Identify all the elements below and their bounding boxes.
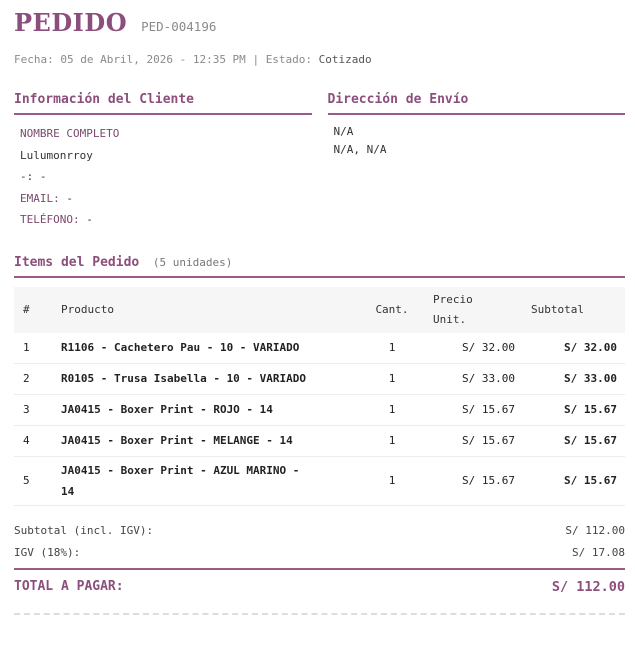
client-doc-label: -:: [20, 170, 34, 183]
col-header-price-line2: Unit.: [433, 312, 467, 326]
row-product: R1106 - Cachetero Pau - 10 - VARIADO: [61, 333, 361, 364]
row-qty: 1: [361, 333, 423, 364]
row-qty: 1: [361, 425, 423, 456]
row-subtotal: S/ 15.67: [531, 394, 625, 425]
client-name-value: Lulumonrroy: [20, 148, 93, 162]
shipping-line-2: N/A, N/A: [333, 143, 387, 156]
items-table: [14, 287, 625, 506]
row-num: 1: [14, 333, 61, 364]
row-qty: 1: [361, 363, 423, 394]
subtotal-label: Subtotal (incl. IGV):: [14, 524, 154, 537]
col-header-qty: Cant.: [375, 302, 409, 316]
row-num: 5: [14, 456, 61, 505]
items-count: (5 unidades): [152, 255, 233, 269]
date-label: Fecha:: [14, 53, 54, 66]
row-product: R0105 - Trusa Isabella - 10 - VARIADO: [61, 363, 361, 394]
status-label: Estado:: [265, 53, 313, 66]
row-num: 3: [14, 394, 61, 425]
col-header-num: #: [23, 302, 30, 316]
igv-value: S/ 17.08: [572, 546, 625, 559]
row-price: S/ 15.67: [423, 394, 531, 425]
table-row: [14, 456, 625, 505]
igv-row: [14, 542, 625, 564]
shipping-info-title: Dirección de Envío: [328, 92, 626, 115]
shipping-line-1: N/A: [333, 125, 354, 138]
status-value: Cotizado: [318, 53, 372, 66]
total-row: [14, 568, 625, 595]
client-doc-value: -: [39, 170, 47, 183]
client-email-value: -: [66, 191, 73, 205]
col-header-subtotal: Subtotal: [531, 302, 584, 316]
order-id: PED-004196: [141, 19, 217, 34]
table-row: [14, 333, 625, 364]
document-header: [14, 8, 625, 40]
total-label: TOTAL A PAGAR:: [14, 579, 124, 594]
row-num: 2: [14, 363, 61, 394]
shipping-info: [328, 92, 626, 231]
row-num: 4: [14, 425, 61, 456]
row-subtotal: S/ 33.00: [531, 363, 625, 394]
client-email-label: EMAIL:: [20, 191, 60, 205]
page-title: PEDIDO: [14, 8, 128, 37]
order-meta: [14, 53, 625, 66]
row-product: JA0415 - Boxer Print - MELANGE - 14: [61, 425, 361, 456]
meta-separator: |: [252, 53, 260, 66]
row-price: S/ 15.67: [423, 456, 531, 505]
totals-section: [14, 520, 625, 615]
subtotal-value: S/ 112.00: [565, 524, 625, 537]
table-row: [14, 425, 625, 456]
table-row: [14, 394, 625, 425]
row-subtotal: S/ 15.67: [531, 456, 625, 505]
total-value: S/ 112.00: [551, 578, 625, 595]
row-product: JA0415 - Boxer Print - ROJO - 14: [61, 394, 361, 425]
items-header: [14, 251, 625, 278]
row-qty: 1: [361, 456, 423, 505]
client-info-title: Información del Cliente: [14, 92, 312, 115]
subtotal-row: [14, 520, 625, 542]
date-value: 05 de Abril, 2026 - 12:35 PM: [60, 53, 246, 66]
igv-label: IGV (18%):: [14, 546, 81, 559]
table-header-row: [14, 287, 625, 333]
col-header-price-line1: Precio: [433, 292, 473, 306]
row-qty: 1: [361, 394, 423, 425]
client-phone-value: -: [86, 213, 93, 226]
row-product-line2: 14: [61, 484, 75, 498]
row-price: S/ 32.00: [423, 333, 531, 364]
order-document: [14, 8, 625, 615]
col-header-price: [423, 287, 531, 333]
row-product-line1: JA0415 - Boxer Print - AZUL MARINO -: [61, 463, 300, 477]
row-product: [61, 456, 361, 505]
row-price: S/ 33.00: [423, 363, 531, 394]
dashed-divider: [14, 613, 625, 615]
client-name-label: NOMBRE COMPLETO: [20, 127, 120, 140]
client-phone-label: TELÉFONO:: [20, 213, 80, 226]
table-row: [14, 363, 625, 394]
items-title: Items del Pedido: [14, 254, 140, 270]
row-subtotal: S/ 32.00: [531, 333, 625, 364]
row-price: S/ 15.67: [423, 425, 531, 456]
client-info: [14, 92, 312, 231]
col-header-product: Producto: [61, 303, 114, 316]
info-section: [14, 92, 625, 231]
row-subtotal: S/ 15.67: [531, 425, 625, 456]
